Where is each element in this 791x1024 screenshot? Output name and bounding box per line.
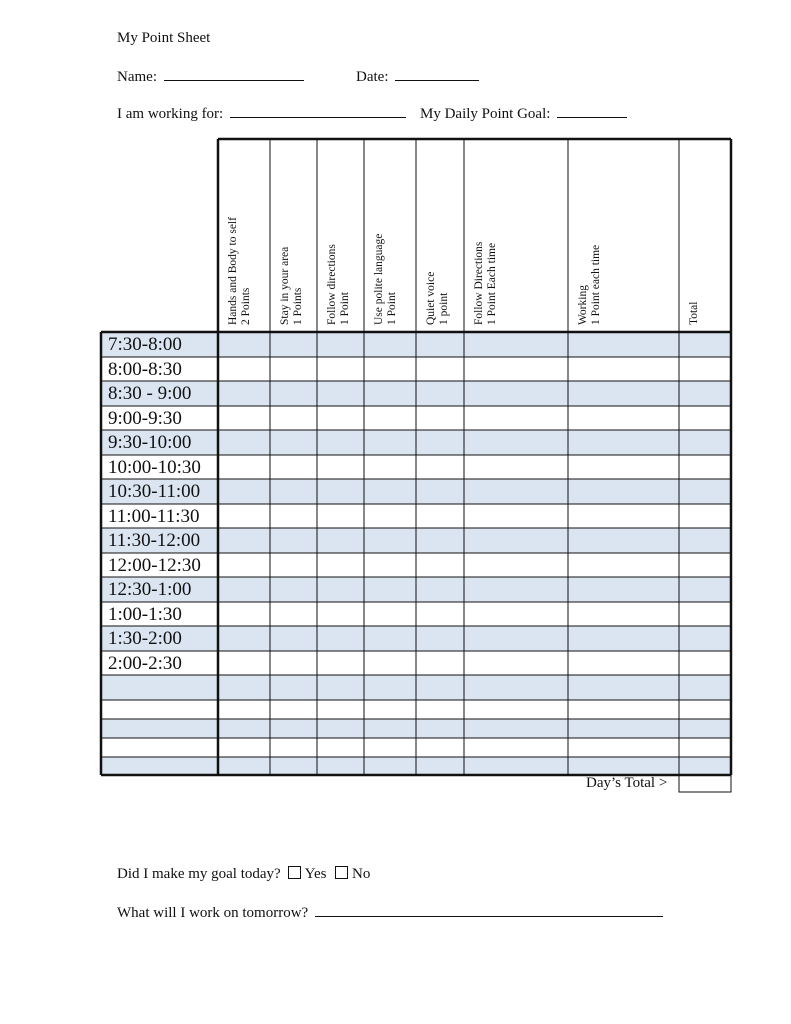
score-cell[interactable] <box>416 577 464 602</box>
score-cell[interactable] <box>364 651 416 675</box>
score-cell[interactable] <box>464 357 568 381</box>
score-cell[interactable] <box>317 700 364 719</box>
score-cell[interactable] <box>364 738 416 757</box>
score-cell[interactable] <box>218 757 270 775</box>
column-header <box>279 247 305 325</box>
score-cell[interactable] <box>416 757 464 775</box>
score-cell[interactable] <box>270 332 317 357</box>
score-cell[interactable] <box>270 381 317 406</box>
column-header <box>577 245 603 325</box>
score-cell[interactable] <box>218 406 270 430</box>
score-cell[interactable] <box>416 738 464 757</box>
score-cell[interactable] <box>218 357 270 381</box>
score-cell[interactable] <box>364 479 416 504</box>
score-cell[interactable] <box>416 455 464 479</box>
time-slot-label: 10:30-11:00 <box>108 481 201 502</box>
score-cell[interactable] <box>568 626 679 651</box>
score-cell[interactable] <box>364 675 416 700</box>
score-cell[interactable] <box>464 757 568 775</box>
score-cell[interactable] <box>679 528 731 553</box>
score-cell[interactable] <box>416 700 464 719</box>
score-cell[interactable] <box>218 455 270 479</box>
score-cell[interactable] <box>218 504 270 528</box>
score-cell[interactable] <box>364 528 416 553</box>
score-cell[interactable] <box>317 455 364 479</box>
yes-label: Yes <box>304 866 327 882</box>
score-cell[interactable] <box>364 719 416 738</box>
score-cell[interactable] <box>568 528 679 553</box>
score-cell[interactable] <box>568 738 679 757</box>
score-cell[interactable] <box>218 528 270 553</box>
score-cell[interactable] <box>317 332 364 357</box>
column-header-title: Follow directions <box>326 244 338 325</box>
score-cell[interactable] <box>464 430 568 455</box>
score-cell[interactable] <box>568 406 679 430</box>
score-cell[interactable] <box>568 553 679 577</box>
score-cell[interactable] <box>270 504 317 528</box>
score-cell[interactable] <box>416 430 464 455</box>
tomorrow-row[interactable] <box>117 902 663 922</box>
score-cell[interactable] <box>679 381 731 406</box>
time-slot-label: 10:00-10:30 <box>108 457 201 478</box>
score-cell[interactable] <box>317 577 364 602</box>
yes-checkbox[interactable] <box>288 866 301 879</box>
daily-goal-label: My Daily Point Goal: <box>420 106 551 122</box>
column-header <box>688 302 701 325</box>
score-cell[interactable] <box>679 602 731 626</box>
score-cell[interactable] <box>568 719 679 738</box>
score-cell[interactable] <box>464 651 568 675</box>
score-cell[interactable] <box>464 381 568 406</box>
score-cell[interactable] <box>416 406 464 430</box>
column-header-title: Hands and Body to self <box>227 217 239 325</box>
tomorrow-question: What will I work on tomorrow? <box>117 905 309 921</box>
score-cell[interactable] <box>679 577 731 602</box>
score-cell[interactable] <box>568 577 679 602</box>
score-cell[interactable] <box>416 528 464 553</box>
score-cell[interactable] <box>218 479 270 504</box>
score-cell[interactable] <box>317 675 364 700</box>
score-cell[interactable] <box>270 528 317 553</box>
score-cell[interactable] <box>416 553 464 577</box>
score-cell[interactable] <box>416 479 464 504</box>
time-slot-label: 9:30-10:00 <box>108 432 192 453</box>
score-cell[interactable] <box>464 700 568 719</box>
score-cell[interactable] <box>416 626 464 651</box>
no-label: No <box>352 866 371 882</box>
score-cell[interactable] <box>218 381 270 406</box>
score-cell[interactable] <box>364 577 416 602</box>
score-cell[interactable] <box>218 675 270 700</box>
score-cell[interactable] <box>464 738 568 757</box>
score-cell[interactable] <box>317 651 364 675</box>
working-for-label: I am working for: <box>117 106 224 122</box>
score-cell[interactable] <box>679 700 731 719</box>
column-header <box>425 272 451 325</box>
time-slot-label: 1:30-2:00 <box>108 628 182 649</box>
time-slot-label: 2:00-2:30 <box>108 653 182 674</box>
score-cell[interactable] <box>679 738 731 757</box>
score-cell[interactable] <box>568 455 679 479</box>
column-header-title: Quiet voice <box>425 271 437 325</box>
score-cell[interactable] <box>218 577 270 602</box>
score-cell[interactable] <box>364 553 416 577</box>
score-cell[interactable] <box>218 651 270 675</box>
column-header-title: Follow Directions <box>473 241 485 325</box>
score-cell[interactable] <box>218 719 270 738</box>
score-cell[interactable] <box>317 719 364 738</box>
yes-option[interactable] <box>288 866 330 882</box>
score-cell[interactable] <box>364 455 416 479</box>
score-cell[interactable] <box>568 651 679 675</box>
time-slot-label: 7:30-8:00 <box>108 334 182 355</box>
score-cell[interactable] <box>317 381 364 406</box>
column-header-points: 1 point <box>438 292 450 325</box>
score-cell[interactable] <box>218 553 270 577</box>
score-cell[interactable] <box>679 406 731 430</box>
score-cell[interactable] <box>364 602 416 626</box>
score-cell[interactable] <box>270 430 317 455</box>
score-cell[interactable] <box>679 626 731 651</box>
goal-question: Did I make my goal today? <box>117 866 281 882</box>
score-cell[interactable] <box>317 430 364 455</box>
score-cell[interactable] <box>679 332 731 357</box>
time-slot-label: 11:00-11:30 <box>108 506 200 527</box>
column-header-title: Stay in your area <box>279 246 291 325</box>
score-cell[interactable] <box>568 675 679 700</box>
score-cell[interactable] <box>364 504 416 528</box>
score-cell[interactable] <box>416 504 464 528</box>
score-cell[interactable] <box>568 757 679 775</box>
score-cell[interactable] <box>679 430 731 455</box>
score-cell[interactable] <box>317 738 364 757</box>
score-cell[interactable] <box>568 381 679 406</box>
score-cell[interactable] <box>364 406 416 430</box>
score-cell[interactable] <box>218 700 270 719</box>
score-cell[interactable] <box>317 626 364 651</box>
score-cell[interactable] <box>364 430 416 455</box>
column-header <box>227 217 253 325</box>
day-total-box[interactable] <box>679 775 731 792</box>
score-cell[interactable] <box>464 332 568 357</box>
time-slot-label: 8:00-8:30 <box>108 359 182 380</box>
score-cell[interactable] <box>464 602 568 626</box>
time-slot-label: 11:30-12:00 <box>108 530 201 551</box>
column-header-title: Working <box>577 285 589 325</box>
name-label: Name: <box>117 69 157 85</box>
score-cell[interactable] <box>568 430 679 455</box>
time-slot-label: 1:00-1:30 <box>108 604 182 625</box>
score-cell[interactable] <box>317 357 364 381</box>
score-cell[interactable] <box>679 719 731 738</box>
score-cell[interactable] <box>270 675 317 700</box>
score-cell[interactable] <box>416 719 464 738</box>
score-cell[interactable] <box>568 700 679 719</box>
score-cell[interactable] <box>464 406 568 430</box>
score-cell[interactable] <box>568 602 679 626</box>
score-cell[interactable] <box>270 700 317 719</box>
score-cell[interactable] <box>364 626 416 651</box>
score-cell[interactable] <box>416 651 464 675</box>
column-header <box>473 242 499 325</box>
score-cell[interactable] <box>317 553 364 577</box>
column-header-title: Use polite language <box>373 233 385 325</box>
score-cell[interactable] <box>416 332 464 357</box>
score-cell[interactable] <box>679 504 731 528</box>
column-header-points: 1 Points <box>292 287 304 325</box>
score-cell[interactable] <box>270 577 317 602</box>
score-cell[interactable] <box>317 602 364 626</box>
page-title: My Point Sheet <box>117 30 211 46</box>
time-slot-label: 9:00-9:30 <box>108 408 182 429</box>
score-cell[interactable] <box>364 381 416 406</box>
score-cell[interactable] <box>568 357 679 381</box>
score-cell[interactable] <box>464 528 568 553</box>
score-cell[interactable] <box>464 479 568 504</box>
score-cell[interactable] <box>416 357 464 381</box>
score-cell[interactable] <box>464 455 568 479</box>
score-cell[interactable] <box>416 381 464 406</box>
score-cell[interactable] <box>270 738 317 757</box>
score-cell[interactable] <box>364 357 416 381</box>
score-cell[interactable] <box>679 651 731 675</box>
score-cell[interactable] <box>464 626 568 651</box>
score-cell[interactable] <box>568 332 679 357</box>
score-cell[interactable] <box>679 553 731 577</box>
score-cell[interactable] <box>364 332 416 357</box>
score-cell[interactable] <box>416 675 464 700</box>
score-cell[interactable] <box>317 406 364 430</box>
score-cell[interactable] <box>218 430 270 455</box>
score-cell[interactable] <box>464 675 568 700</box>
score-cell[interactable] <box>464 553 568 577</box>
time-slot-label: 8:30 - 9:00 <box>108 383 192 404</box>
score-cell[interactable] <box>679 455 731 479</box>
score-cell[interactable] <box>317 504 364 528</box>
score-cell[interactable] <box>679 479 731 504</box>
column-header-points: 1 Point each time <box>590 244 602 325</box>
score-cell[interactable] <box>317 528 364 553</box>
score-cell[interactable] <box>679 675 731 700</box>
goal-question-row <box>117 866 370 883</box>
score-cell[interactable] <box>270 757 317 775</box>
score-cell[interactable] <box>270 455 317 479</box>
score-cell[interactable] <box>218 332 270 357</box>
date-label: Date: <box>356 69 389 85</box>
tomorrow-blank[interactable] <box>315 902 663 917</box>
score-cell[interactable] <box>218 738 270 757</box>
score-cell[interactable] <box>464 504 568 528</box>
time-slot-label: 12:00-12:30 <box>108 555 201 576</box>
score-cell[interactable] <box>218 602 270 626</box>
score-cell[interactable] <box>270 479 317 504</box>
day-total-label: Day’s Total > <box>586 775 668 791</box>
score-cell[interactable] <box>317 757 364 775</box>
column-header <box>373 234 399 325</box>
column-header-points: 1 Point <box>386 292 398 325</box>
column-header-points: 1 Point <box>339 292 351 325</box>
score-cell[interactable] <box>568 504 679 528</box>
score-cell[interactable] <box>679 757 731 775</box>
column-header <box>326 244 352 325</box>
score-cell[interactable] <box>270 626 317 651</box>
column-header-title: Total <box>688 301 700 325</box>
column-header-points: 2 Points <box>240 287 252 325</box>
score-cell[interactable] <box>270 406 317 430</box>
score-cell[interactable] <box>679 357 731 381</box>
score-cell[interactable] <box>270 357 317 381</box>
score-cell[interactable] <box>364 757 416 775</box>
score-cell[interactable] <box>464 577 568 602</box>
no-option[interactable] <box>335 866 370 882</box>
score-cell[interactable] <box>270 602 317 626</box>
column-header-points: 1 Point Each time <box>486 242 498 325</box>
score-cell[interactable] <box>364 700 416 719</box>
score-cell[interactable] <box>464 719 568 738</box>
no-checkbox[interactable] <box>335 866 348 879</box>
score-cell[interactable] <box>270 553 317 577</box>
score-cell[interactable] <box>568 479 679 504</box>
time-slot-label: 12:30-1:00 <box>108 579 192 600</box>
score-cell[interactable] <box>218 626 270 651</box>
score-cell[interactable] <box>416 602 464 626</box>
score-cell[interactable] <box>270 651 317 675</box>
score-cell[interactable] <box>317 479 364 504</box>
score-cell[interactable] <box>270 719 317 738</box>
